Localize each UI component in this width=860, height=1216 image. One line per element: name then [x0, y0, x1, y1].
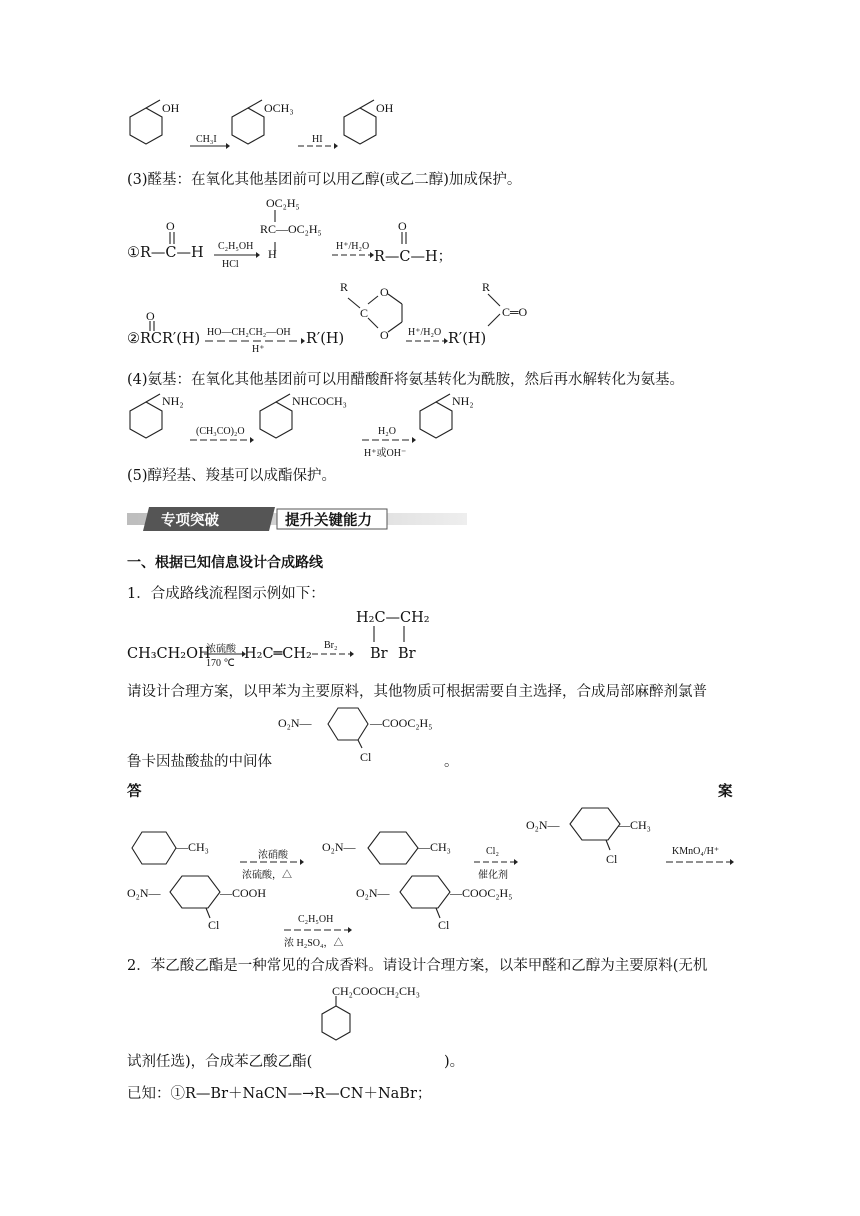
example-cond-170: 170 ℃ — [206, 658, 235, 669]
reagent-hi: HI — [312, 134, 323, 145]
ans-o2n-4: O₂N— — [356, 886, 390, 900]
reaction-arrow-7 — [190, 436, 254, 444]
oh-label-1: OH — [162, 101, 180, 115]
acetal-rc-oc2h5: RC—OC₂H₅ — [260, 222, 322, 236]
cond-c2h5oh: C₂H₅OH — [218, 241, 254, 252]
ans-cond-ethanol: C₂H₅OH — [298, 914, 334, 925]
target-cl-bond — [356, 740, 366, 750]
phenol-ring-1 — [126, 104, 166, 150]
reaction-arrow-11 — [240, 858, 304, 866]
reagent-acetic-anhydride: (CH₃CO)₂O — [196, 426, 245, 437]
aniline-ring-2 — [416, 398, 456, 444]
reaction-arrow-1 — [190, 142, 230, 150]
q2-known: 已知：①R—Br＋NaCN—→R—CN＋NaBr； — [127, 1086, 432, 1102]
chloronitrotoluene-cl-bond — [604, 840, 614, 852]
ketone-product-co: C═O — [502, 305, 528, 319]
target-cl: Cl — [360, 750, 372, 764]
example-br-2: Br — [398, 646, 416, 662]
nhcoch3-label: NHCOCH₃ — [292, 394, 347, 408]
example-cond-h2so4: 浓硫酸 — [206, 644, 236, 655]
reaction-arrow-2 — [298, 142, 338, 150]
q2-text2-b: )。 — [444, 1054, 465, 1070]
section-banner — [127, 507, 467, 531]
ketone-structure: ②RCR′(H) — [127, 331, 201, 347]
ketone-product-r: R — [482, 280, 491, 294]
target-o2n: O₂N— — [278, 716, 312, 730]
toluene-ch3: —CH₃ — [176, 840, 209, 854]
reagent-h-or-oh: H⁺或OH⁻ — [364, 448, 407, 459]
cond-h-plus: H⁺ — [252, 344, 265, 355]
reaction-arrow-10 — [312, 650, 354, 658]
ans-cl-3: Cl — [438, 918, 450, 932]
target-cooc2h5: —COOC₂H₅ — [370, 716, 433, 730]
reaction-arrow-6 — [406, 337, 448, 345]
acetanilide-ring — [256, 398, 296, 444]
example-ethanol: CH₃CH₂OH — [127, 646, 211, 662]
ketone-product-r-prime: R′(H) — [448, 331, 487, 347]
ans-ch3-3: —CH₃ — [618, 818, 651, 832]
aldehyde-product: R—C—H； — [374, 249, 453, 265]
ans-cooh: —COOH — [220, 886, 267, 900]
ans-o2n-3: O₂N— — [127, 886, 161, 900]
q1-end: 。 — [444, 754, 459, 770]
acetal-oc2h5-top: OC₂H₅ — [266, 196, 300, 210]
aldehyde-structure: ①R—C—H — [127, 245, 204, 261]
acetal-c: C — [360, 306, 369, 320]
anisole-ring — [228, 104, 268, 150]
ans-o2n-2: O₂N— — [526, 818, 560, 832]
acetal-h-below: H — [268, 247, 277, 261]
ans-cond-h2so4: 浓硫酸，△ — [242, 870, 292, 881]
aldehyde-prod-o: O — [398, 219, 407, 233]
reaction-arrow-13 — [666, 858, 734, 866]
acetal-o2: O — [380, 328, 389, 342]
q2-benzene-ring — [322, 996, 366, 1056]
example-cond-br2: Br₂ — [324, 640, 338, 651]
ans-cond-kmno4: KMnO₄/H⁺ — [672, 846, 720, 857]
aldehyde-o-top: O — [166, 219, 175, 233]
ans-cond-cl2: Cl₂ — [486, 846, 499, 857]
q2-text: 2．苯乙酸乙酯是一种常见的合成香料。请设计合理方案，以苯甲醛和乙醇为主要原料(无机 — [127, 958, 708, 974]
banner-right-text: 提升关键能力 — [285, 513, 372, 529]
ans-cond-conc-h2so4: 浓 H₂SO₄，△ — [284, 938, 344, 949]
example-dibromide: H₂C—CH₂ — [356, 610, 430, 626]
answer-label-right: 案 — [718, 784, 733, 800]
ester-protection-note: (5)醇羟基、羧基可以成酯保护。 — [127, 468, 337, 484]
reaction-arrow-3 — [214, 251, 260, 259]
reagent-h2o: H₂O — [378, 426, 396, 437]
reaction-arrow-9 — [204, 650, 246, 658]
ans-o2n-1: O₂N— — [322, 840, 356, 854]
dibromide-bonds — [372, 626, 412, 646]
ans-cl-1: Cl — [606, 852, 618, 866]
cond-hcl: HCl — [222, 259, 239, 270]
ans-ch3-2: —CH₃ — [418, 840, 451, 854]
q2-text2-a: 试剂任选)，合成苯乙酸乙酯( — [127, 1054, 313, 1070]
aniline-ring-1 — [126, 398, 166, 444]
phenol-ring-2 — [340, 104, 380, 150]
q1-text2: 鲁卡因盐酸盐的中间体 — [127, 754, 272, 770]
amino-heading: (4)氨基：在氧化其他基团前可以用醋酸酐将氨基转化为酰胺，然后再水解转化为氨基。 — [127, 372, 685, 388]
target-ring — [318, 702, 378, 746]
answer-label-left: 答 — [127, 784, 142, 800]
och3-label: OCH₃ — [264, 101, 294, 115]
acetal-o1: O — [380, 285, 389, 299]
q1-text: 请设计合理方案，以甲苯为主要原料，其他物质可根据需要自主选择，合成局部麻醉剂氯普 — [127, 684, 707, 700]
reaction-arrow-4 — [332, 251, 374, 259]
carbonyl-double-bond-1 — [168, 232, 178, 246]
cond-h-h2o-2: H⁺/H₂O — [408, 327, 442, 338]
section1-title: 一、根据已知信息设计合成路线 — [127, 555, 323, 571]
aldehyde-heading: (3)醛基：在氧化其他基团前可以用乙醇(或乙二醇)加成保护。 — [127, 172, 522, 188]
reaction-arrow-12 — [474, 858, 518, 866]
oh-label-2: OH — [376, 101, 394, 115]
ans-cond-catalyst: 催化剂 — [478, 870, 508, 881]
ketone-o-top: O — [146, 309, 155, 323]
nh2-label-2: NH₂ — [452, 394, 474, 408]
ans-cl-2: Cl — [208, 918, 220, 932]
acetal-r-prime: R′(H) — [306, 331, 345, 347]
example-br-1: Br — [370, 646, 388, 662]
nh2-label-1: NH₂ — [162, 394, 184, 408]
acetal-r: R — [340, 280, 349, 294]
ans-cooc2h5: —COOC₂H₅ — [450, 886, 513, 900]
ans-cond-hno3: 浓硝酸 — [258, 850, 288, 861]
reagent-ch3i: CH₃I — [196, 134, 217, 145]
reaction-arrow-8 — [362, 436, 416, 444]
carbonyl-double-bond-2 — [400, 232, 410, 246]
dioxolane-ring — [340, 290, 410, 340]
banner-left-text: 专项突破 — [161, 513, 219, 529]
example-ethene: H₂C═CH₂ — [244, 646, 312, 662]
q1-intro: 1．合成路线流程图示例如下： — [127, 586, 325, 602]
reaction-arrow-14 — [284, 926, 352, 934]
cond-ethylene-glycol: HO—CH₂CH₂—OH — [207, 327, 291, 338]
cond-h-h2o-1: H⁺/H₂O — [336, 241, 370, 252]
q2-ethyl-phenylacetate-label: CH₂COOCH₂CH₃ — [332, 984, 420, 998]
